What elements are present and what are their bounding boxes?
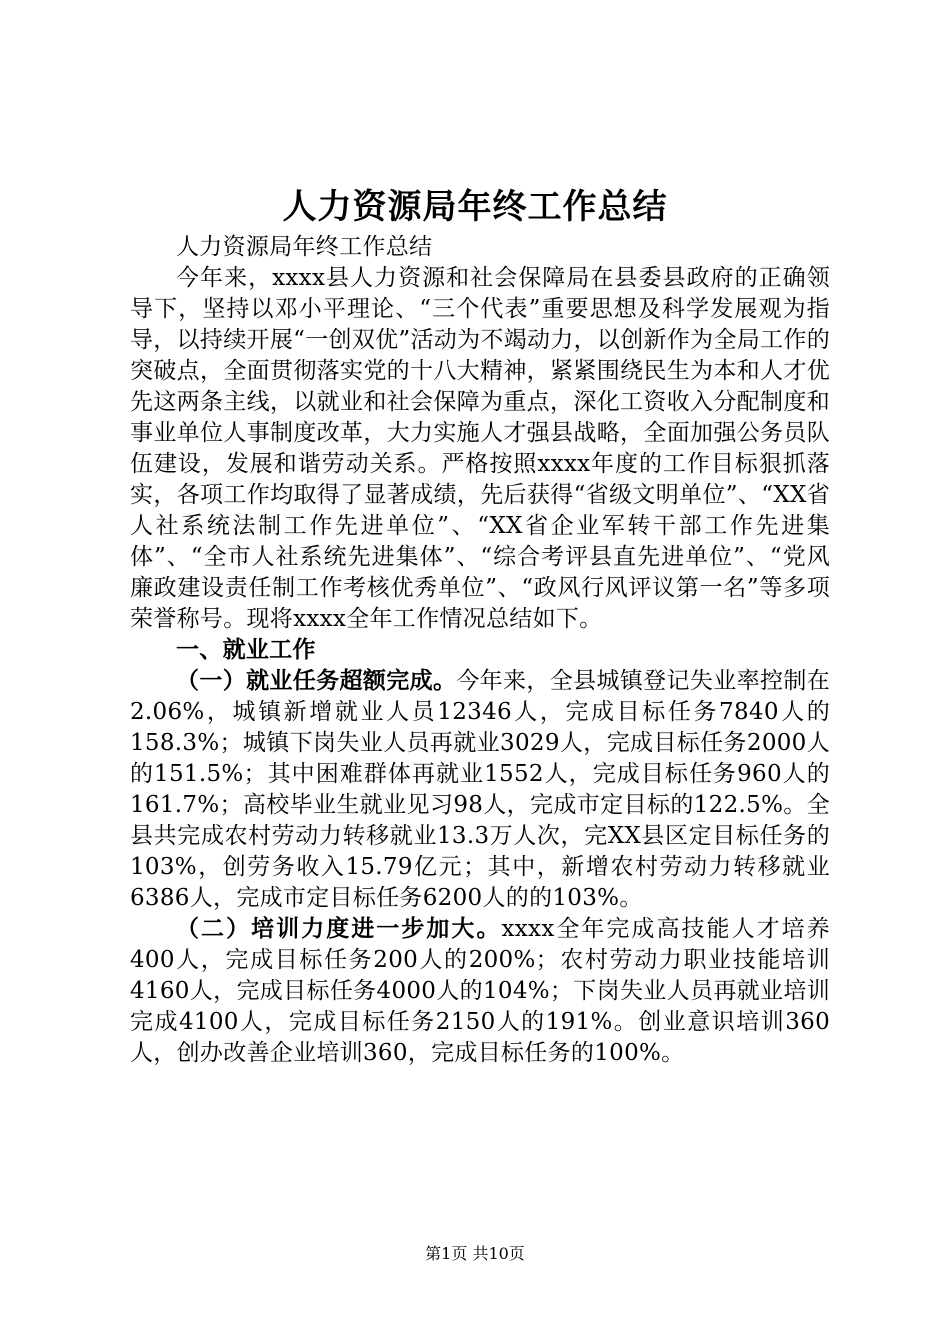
document-title: 人力资源局年终工作总结 — [282, 187, 668, 227]
paragraph-training — [130, 914, 830, 1069]
paragraph-lead: （二）培训力度进一步加大。 — [176, 916, 502, 942]
intro-paragraph: 今年来，xxxx县人力资源和社会保障局在县委县政府的正确领导下，坚持以邓小平理论、“三个代表”重要思想及科学发展观为指导，以持续开展“一创双优”活动为不竭动力，以创新作为全局工作的突破点，全面贯彻落实党的十八大精神，紧紧围绕民生为本和人才优先这两条主线，以就业和社会保障为重点，深化工资收入分配制度和事业单位人事制度改革，大力实施人才强县战略，全面加强公务员队伍建设，发展和谐劳动关系。严格按照xxxx年度的工作目标狠抓落实，各项工作均取得了显著成绩，先后获得“省级文明单位”、“XX省人社系统法制工作先进单位”、“XX省企业军转干部工作先进集体”、“全市人社系统先进集体”、“综合考评县直先进单位”、“党风廉政建设责任制工作考核优秀单位”、“政风行风评议第一名”等多项荣誉称号。现将xxxx全年工作情况总结如下。 — [130, 265, 830, 632]
document-body — [130, 232, 830, 1069]
section-heading-employment: 一、就业工作 — [176, 637, 316, 663]
page-number: 第1页 共10页 — [425, 1244, 525, 1263]
paragraph-text: xxxx全年完成高技能人才培养400人，完成目标任务200人的200%；农村劳动力职业技能培训4160人，完成目标任务4000人的104%；下岗失业人员再就业培训完成4100人，完成目标任务2150人的191%。创业意识培训360人，创办改善企业培训360，完成目标任务的100%。 — [130, 916, 830, 1066]
subtitle-line: 人力资源局年终工作总结 — [176, 234, 433, 260]
paragraph-lead: （一）就业任务超额完成。 — [176, 668, 457, 694]
paragraph-employment-tasks — [130, 666, 830, 914]
paragraph-text: 今年来，全县城镇登记失业率控制在2.06%，城镇新增就业人员12346人，完成目标任务7840人的158.3%；城镇下岗失业人员再就业3029人，完成目标任务2000人的151.5%；其中困难群体再就业1552人，完成目标任务960人的161.7%；高校毕业生就业见习98人，完成市定目标的122.5%。全县共完成农村劳动力转移就业13.3万人次，完XX县区定目标任务的103%，创劳务收入15.79亿元；其中，新增农村劳动力转移就业6386人，完成市定目标任务6200人的的103%。 — [130, 668, 830, 911]
